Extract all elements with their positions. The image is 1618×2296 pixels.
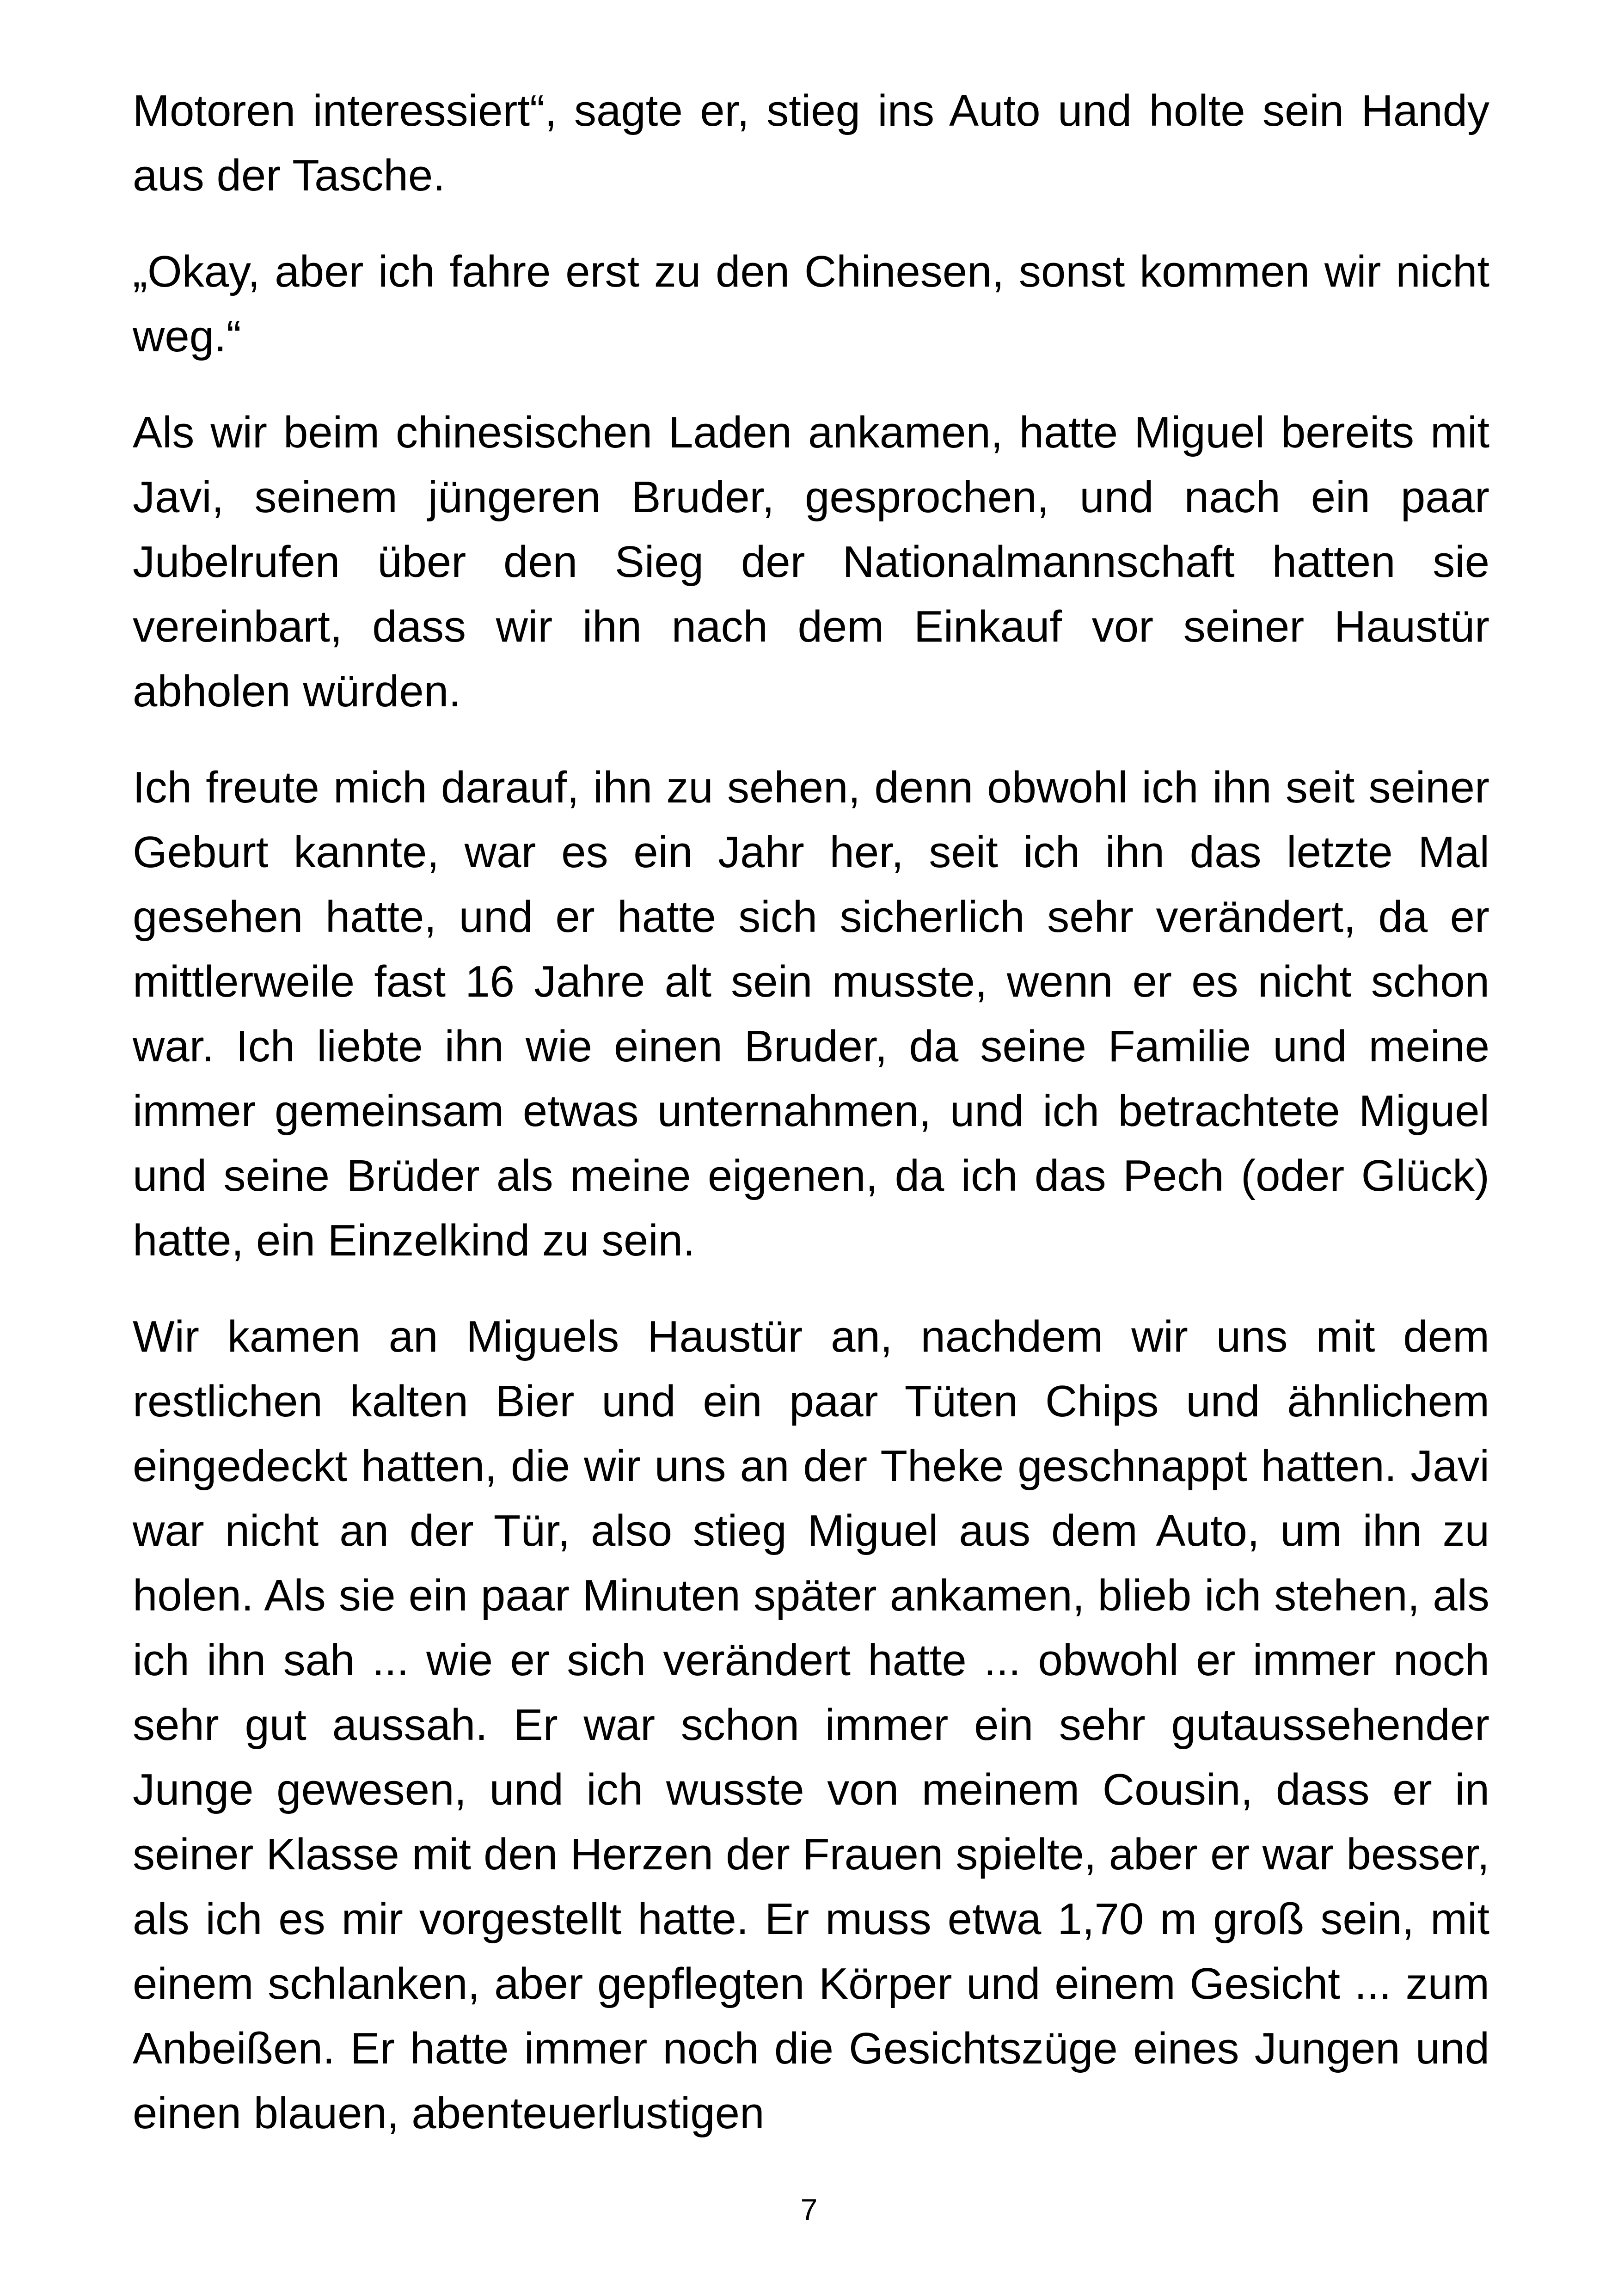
paragraph: Motoren interessiert“, sagte er, stieg ins Auto und holte sein Handy aus der Tasche. — [133, 86, 1489, 200]
paragraph: Wir kamen an Miguels Haustür an, nachdem wir uns mit dem restlichen kalten Bier und ein paar Tüten Chips und ähnlichem eingedeckt hatten, die wir uns an der Theke geschnappt hatten. Javi war nicht an der Tür, also stieg Miguel aus dem Auto, um ihn zu holen. Als sie ein paar Minuten später ankamen, blieb ich stehen, als ich ihn sah ... wie er sich verändert hatte ... obwohl er immer noch sehr gut aussah. Er war schon immer ein sehr gutaussehender Junge gewesen, und ich wusste von meinem Cousin, dass er in seiner Klasse mit den Herzen der Frauen spielte, aber er war besser, als ich es mir vorgestellt hatte. Er muss etwa 1,70 m groß sein, mit einem schlanken, aber gepflegten Körper und einem Gesicht ... zum Anbeißen. Er hatte immer noch die Gesichtszüge eines Jungen und einen blauen, abenteuerlustigen — [133, 1312, 1489, 2138]
body-text — [133, 79, 1489, 2177]
paragraph: „Okay, aber ich fahre erst zu den Chinesen, sonst kommen wir nicht weg.“ — [133, 247, 1489, 361]
paragraph: Als wir beim chinesischen Laden ankamen, hatte Miguel bereits mit Javi, seinem jüngeren Bruder, gesprochen, und nach ein paar Jubelrufen über den Sieg der Nationalmannschaft hatten sie vereinbart, dass wir ihn nach dem Einkauf vor seiner Haustür abholen würden. — [133, 408, 1489, 716]
page-number: 7 — [800, 2192, 818, 2227]
paragraph: Ich freute mich darauf, ihn zu sehen, denn obwohl ich ihn seit seiner Geburt kannte, war es ein Jahr her, seit ich ihn das letzte Mal gesehen hatte, und er hatte sich sicherlich sehr verändert, da er mittlerweile fast 16 Jahre alt sein musste, wenn er es nicht schon war. Ich liebte ihn wie einen Bruder, da seine Familie und meine immer gemeinsam etwas unternahmen, und ich betrachtete Miguel und seine Brüder als meine eigenen, da ich das Pech (oder Glück) hatte, ein Einzelkind zu sein. — [133, 763, 1489, 1265]
